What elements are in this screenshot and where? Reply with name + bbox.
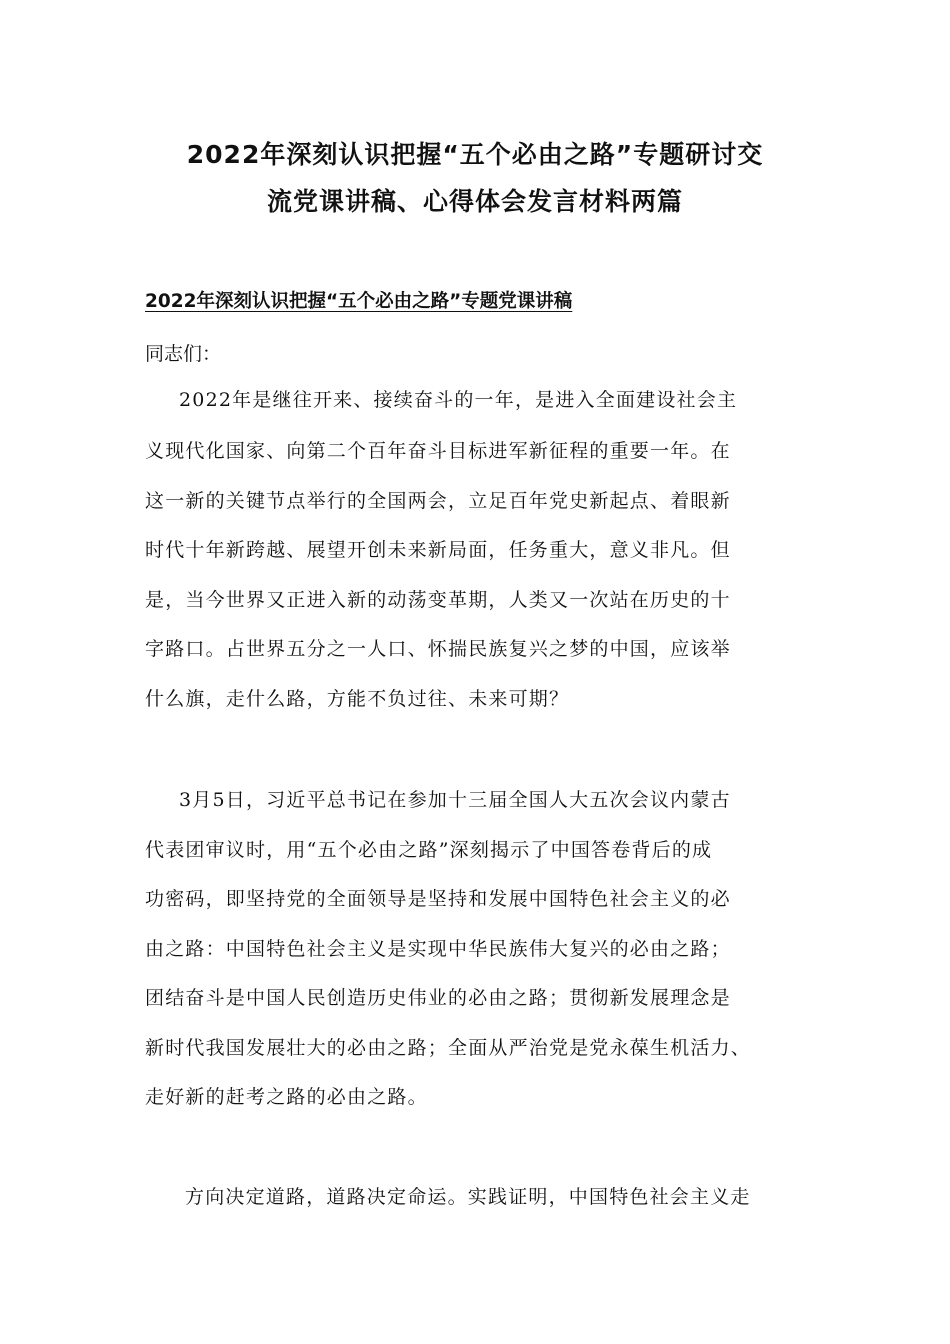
paragraph-line: 时代十年新跨越、展望开创未来新局面，任务重大，意义非凡。但 — [145, 539, 731, 561]
document-title-line-2: 流党课讲稿、心得体会发言材料两篇 — [266, 187, 683, 216]
salutation: 同志们： — [145, 343, 222, 365]
paragraph-line: 什么旗，走什么路，方能不负过往、未来可期？ — [145, 688, 570, 710]
paragraph-line: 团结奋斗是中国人民创造历史伟业的必由之路；贯彻新发展理念是 — [145, 987, 731, 1009]
section-heading: 2022年深刻认识把握“五个必由之路”专题党课讲稿 — [145, 291, 573, 312]
paragraph-line: 3月5日，习近平总书记在参加十三届全国人大五次会议内蒙古 — [179, 789, 731, 811]
paragraph-line: 这一新的关键节点举行的全国两会，立足百年党史新起点、着眼新 — [145, 490, 731, 512]
paragraph-line: 代表团审议时，用“五个必由之路”深刻揭示了中国答卷背后的成 — [145, 839, 713, 861]
paragraph-line: 是，当今世界又正进入新的动荡变革期，人类又一次站在历史的十 — [145, 589, 731, 611]
paragraph-line: 义现代化国家、向第二个百年奋斗目标进军新征程的重要一年。在 — [145, 440, 731, 462]
paragraph-line: 方向决定道路，道路决定命运。实践证明，中国特色社会主义走 — [185, 1186, 751, 1208]
paragraph-line: 由之路：中国特色社会主义是实现中华民族伟大复兴的必由之路； — [145, 938, 731, 960]
paragraph-line: 2022年是继往开来、接续奋斗的一年，是进入全面建设社会主 — [179, 389, 738, 411]
document-title-line-1: 2022年深刻认识把握“五个必由之路”专题研讨交 — [186, 140, 764, 169]
paragraph-line: 字路口。占世界五分之一人口、怀揣民族复兴之梦的中国，应该举 — [145, 638, 731, 660]
paragraph-line: 功密码，即坚持党的全面领导是坚持和发展中国特色社会主义的必 — [145, 888, 731, 910]
paragraph-line: 新时代我国发展壮大的必由之路；全面从严治党是党永葆生机活力、 — [145, 1037, 752, 1059]
paragraph-line: 走好新的赶考之路的必由之路。 — [145, 1086, 428, 1108]
